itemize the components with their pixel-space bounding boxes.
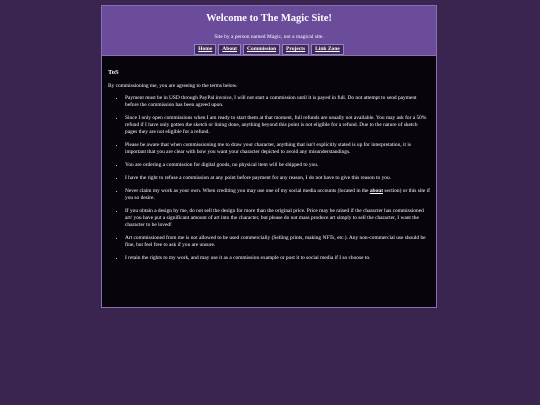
tos-term: • Since I only open commissions when I am ready to start them at that moment, full refunds are usually not available. You may ask for a 50% refund if I have only gotten the sketch or lining done, anything beyond this point is not eligible for a refund. Due to the nature of sketch pages they are not eligible for a refund. — [125, 115, 430, 136]
tos-content — [102, 56, 436, 262]
site-header — [102, 6, 436, 56]
tos-term: • I have the right to refuse a commission at any point before payment for any reason, I do not have to give this reason to you. — [125, 175, 430, 182]
site-title: Welcome to The Magic Site! — [206, 13, 332, 24]
tos-term: • If you obtain a design by me, do not sell the design for more than the original price. Price may be raised if the character has commissioned art/ you have put a significant amount of art into the character, but please do not mass produce art simply to sell the character, I want the character to be loved! — [125, 208, 430, 229]
site-subtitle: Site by a person named Magic, not a magical site. — [214, 34, 324, 40]
tos-term: • You are ordering a commission for digital goods, no physical item will be shipped to you. — [125, 162, 430, 169]
tos-heading: ToS — [108, 69, 119, 76]
nav-commission-link[interactable]: Commission — [243, 44, 280, 55]
nav-home-link[interactable]: Home — [194, 44, 216, 55]
tos-term: • Payment must be in USD through PayPal invoice, I will not start a commission until it is payed in full. Do not attempt to send payment before the commission has been agreed upon. — [125, 95, 430, 109]
main-nav — [102, 44, 436, 55]
about-link[interactable]: about — [369, 188, 383, 194]
credit-text-before: Never claim my work as your own. When crediting you may use one of my social media accounts (located in the — [125, 188, 370, 194]
tos-term: • I retain the rights to my work, and may use it as a commission example or post it to social media if I so choose to. — [125, 255, 430, 262]
tos-term: • Please be aware that when commissioning me to draw your character, anything that isn't explicitly stated is up for interpretation, it is important that you are clear with how you want your character depicted to avoid any misunderstandings. — [125, 142, 430, 156]
tos-term-credit — [125, 188, 430, 202]
site-container — [101, 5, 437, 308]
tos-intro: By commissioning me, you are agreeing to the terms below. — [108, 83, 238, 89]
nav-projects-link[interactable]: Projects — [282, 44, 309, 55]
credit-text-after: section) or this site if you so desire. — [125, 188, 430, 201]
nav-about-link[interactable]: About — [218, 44, 241, 55]
tos-list — [108, 95, 430, 262]
tos-term: • Art commissioned from me is not allowed to be used commercially (Selling prints, making NFTs, etc.). Any non-commercial use should be fine, but feel free to ask if you are unsure. — [125, 235, 430, 249]
nav-link-zone-link[interactable]: Link Zone — [311, 44, 344, 55]
